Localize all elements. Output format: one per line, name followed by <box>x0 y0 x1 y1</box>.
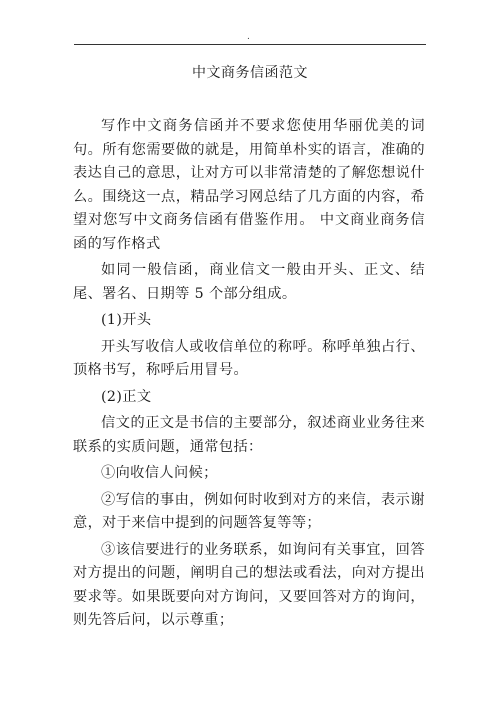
paragraph-body: 信文的正文是书信的主要部分，叙述商业业务往来联系的实质问题，通常包括： <box>73 415 425 455</box>
list-item-business: ③该信要进行的业务联系，如询问有关事宜，回答对方提出的问题，阐明自己的想法或看法，向对方提出要求等。如果既要向对方询问，又要回答对方的询问，则先答后问，以示尊重； <box>73 541 425 628</box>
list-item-greeting: ①向收信人问候； <box>101 465 218 481</box>
document-title: 中文商务信函范文 <box>192 65 308 81</box>
document-body <box>73 115 425 633</box>
header-rule <box>74 44 426 45</box>
section-heading-body: (2)正文 <box>101 388 152 405</box>
section-heading-opening: (1)开头 <box>101 312 152 328</box>
paragraph-opening: 开头写收信人或收信单位的称呼。称呼单独占行、顶格书写，称呼后用冒号。 <box>73 338 425 378</box>
paragraph-structure: 如同一般信函，商业信文一般由开头、正文、结尾、署名、日期等 5 个部分组成。 <box>73 262 425 302</box>
paragraph-intro: 写作中文商务信函并不要求您使用华丽优美的词句。所有您需要做的就是，用简单朴实的语言，准确的表达自己的意思，让对方可以非常清楚的了解您想说什么。围绕这一点，精品学习网总结了几方面的内容，希望对您写中文商务信函有借鉴作用。 中文商业商务信函的写作格式 <box>73 118 425 252</box>
header-mark: . <box>247 32 250 42</box>
list-item-reason: ②写信的事由，例如何时收到对方的来信，表示谢意，对于来信中提到的问题答复等等； <box>73 491 425 531</box>
